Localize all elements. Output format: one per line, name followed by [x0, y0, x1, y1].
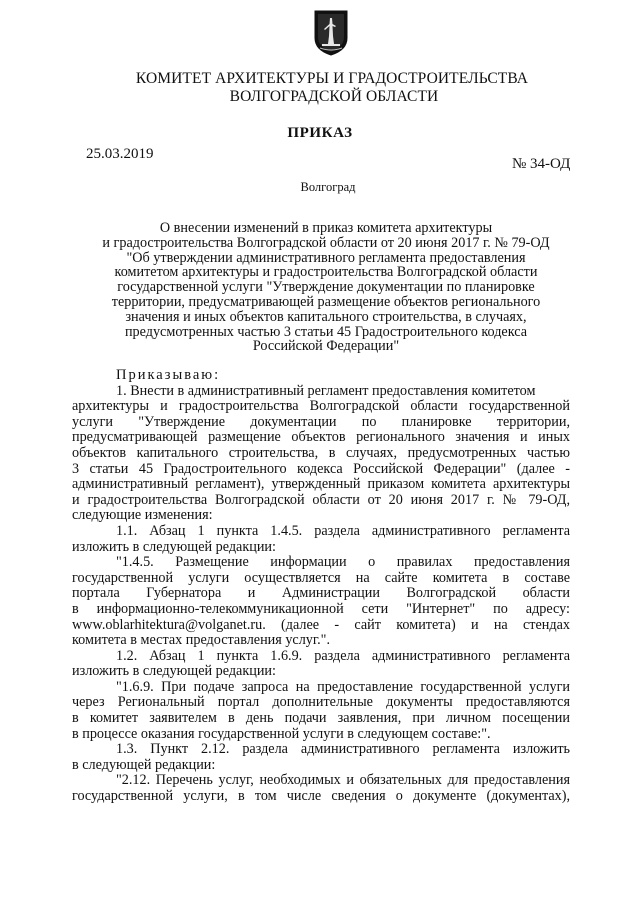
subject-line: территории, предусматривающей размещение объектов регионального [111, 293, 541, 310]
subject-line: О внесении изменений в приказ комитета архитектуры [159, 220, 493, 236]
body-line: 1.2. Абзац 1 пункта 1.6.9. раздела административного регламента [116, 648, 570, 664]
body-line: в комитет заявителем в день подачи заявления, при личном посещении [72, 711, 570, 727]
order-body [72, 368, 570, 805]
body-line: портала Губернатора и Администрации Волгоградской области [72, 586, 570, 602]
body-line: в следующей редакции: [72, 756, 216, 773]
organization-name-line-1: КОМИТЕТ АРХИТЕКТУРЫ И ГРАДОСТРОИТЕЛЬСТВА [135, 70, 529, 87]
body-line: "2.12. Перечень услуг, необходимых и обязательных для предоставления [116, 773, 570, 789]
order-word: Приказываю: [116, 367, 221, 383]
order-date: 25.03.2019 [86, 146, 154, 162]
volgograd-coat-of-arms-icon [314, 10, 348, 56]
body-line: и градостроительства Волгоградской области от 20 июня 2017 г. № 79-ОД, [72, 492, 570, 508]
body-line: следующие изменения: [72, 507, 213, 524]
body-line: объектов капитального строительства, в случаях, предусмотренных частью [72, 445, 570, 461]
body-line: административный регламент), утвержденный приказом комитета архитектуры [72, 477, 570, 493]
body-line: "1.4.5. Размещение информации о правилах предоставления [116, 555, 570, 571]
body-line: архитектуры и градостроительства Волгоградской области государственной [72, 399, 570, 415]
organization-name-line-2: ВОЛГОГРАДСКОЙ ОБЛАСТИ [229, 88, 439, 105]
subject-line: государственной услуги "Утверждение документации по планировке [117, 279, 535, 296]
body-line: "1.6.9. При подаче запроса на предоставление государственной услуги [116, 679, 570, 695]
subject-line: "Об утверждении административного регламента предоставления [126, 249, 526, 266]
body-line: 1.1. Абзац 1 пункта 1.4.5. раздела административного регламента [116, 523, 570, 539]
body-line: через Региональный портал дополнительные документы предоставляются [72, 695, 570, 711]
document-type-title: ПРИКАЗ [287, 125, 353, 141]
body-line: 3 статьи 45 Градостроительного кодекса Российской Федерации" (далее - [72, 461, 570, 477]
body-line: в процессе оказания государственной услуги в следующем составе:". [72, 725, 491, 742]
body-line: 1.3. Пункт 2.12. раздела административного регламента изложить [116, 742, 570, 758]
subject-line: и градостроительства Волгоградской области от 20 июня 2017 г. № 79-ОД [102, 234, 550, 251]
body-line: www.oblarhitektura@volganet.ru. (далее - сайт комитета) и на стендах [72, 617, 570, 633]
body-line: изложить в следующей редакции: [72, 538, 276, 555]
body-line: изложить в следующей редакции: [72, 663, 276, 680]
subject-line: комитетом архитектуры и градостроительства Волгоградской области [114, 264, 538, 281]
subject-line: Российской Федерации" [252, 338, 400, 355]
body-line: услуги "Утверждение документации по планировке территории, [72, 414, 570, 430]
subject-line: значения и иных объектов капитального строительства, в случаях, [125, 308, 527, 325]
body-line: предусматривающей размещение объектов регионального значения и иных [72, 430, 570, 446]
body-line: комитета в местах предоставления услуг.". [72, 632, 331, 649]
body-line: 1. Внести в административный регламент предоставления комитетом [116, 382, 536, 399]
body-line: государственной услуги осуществляется на сайте комитета в составе [72, 570, 570, 586]
body-line: в информационно-телекоммуникационной сети "Интернет" по адресу: [72, 601, 570, 617]
order-subject [84, 221, 568, 354]
body-line: государственной услуги, в том числе сведения о документе (документах), [72, 789, 570, 805]
issue-city: Волгоград [300, 180, 356, 194]
subject-line: предусмотренных частью 3 статьи 45 Градостроительного кодекса [124, 323, 528, 340]
order-number: № 34-ОД [512, 156, 571, 172]
